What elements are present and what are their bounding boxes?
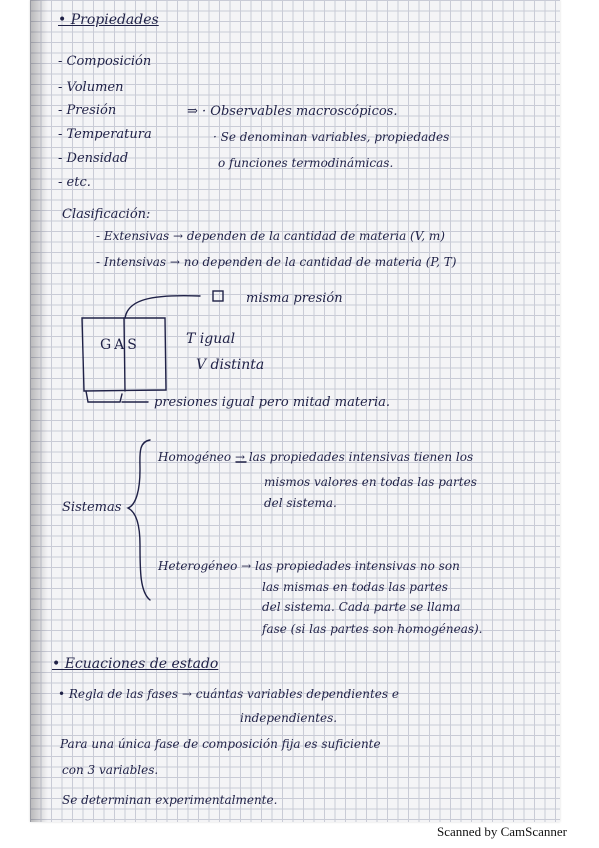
note-observables: ⇒ · Observables macroscópicos. [187, 104, 398, 119]
note-variables: · Se denominan variables, propiedades [213, 130, 450, 144]
para-line-2: con 3 variables. [62, 763, 159, 777]
section-title-ecuaciones: • Ecuaciones de estado [52, 656, 219, 672]
heterogeneo-line-2: las mismas en todas las partes [262, 580, 448, 594]
homogeneo-line-3: del sistema. [264, 496, 337, 510]
regla-line-1: • Regla de las fases → cuántas variables dependientes e [58, 687, 399, 701]
gas-misma-presion: misma presión [246, 291, 343, 306]
item-etc: - etc. [58, 175, 91, 190]
homogeneo-line-2: mismos valores en todas las partes [264, 475, 477, 489]
para-line-3: Se determinan experimentalmente. [62, 793, 278, 807]
heterogeneo-line-3: del sistema. Cada parte se llama [262, 600, 461, 614]
classification-intensivas: - Intensivas → no dependen de la cantidad de materia (P, T) [96, 255, 457, 269]
item-volumen: - Volumen [58, 80, 124, 95]
homogeneo-line-1: Homogéneo → las propiedades intensivas tienen los [158, 450, 474, 464]
gas-v-distinta: V distinta [196, 357, 265, 373]
heterogeneo-line-1: Heterogéneo → las propiedades intensivas no son [158, 559, 460, 573]
gas-presiones-igual: presiones igual pero mitad materia. [154, 395, 390, 410]
scanner-watermark: Scanned by CamScanner [437, 824, 567, 839]
gas-box-label: GAS [100, 337, 140, 353]
classification-extensivas: - Extensivas → dependen de la cantidad de materia (V, m) [96, 229, 445, 243]
gas-t-igual: T igual [186, 331, 236, 347]
note-funciones: o funciones termodinámicas. [218, 156, 394, 170]
item-temperatura: - Temperatura [58, 127, 152, 142]
regla-line-2: independientes. [240, 711, 338, 725]
item-densidad: - Densidad [58, 151, 129, 166]
classification-title: Clasificación: [62, 207, 151, 222]
systems-label: Sistemas [62, 500, 122, 515]
section-title-propiedades: • Propiedades [58, 12, 159, 28]
para-line-1: Para una única fase de composición fija es suficiente [60, 737, 381, 751]
item-presion: - Presión [58, 103, 117, 118]
item-composicion: - Composición [58, 54, 152, 69]
heterogeneo-line-4: fase (si las partes son homogéneas). [262, 622, 483, 636]
